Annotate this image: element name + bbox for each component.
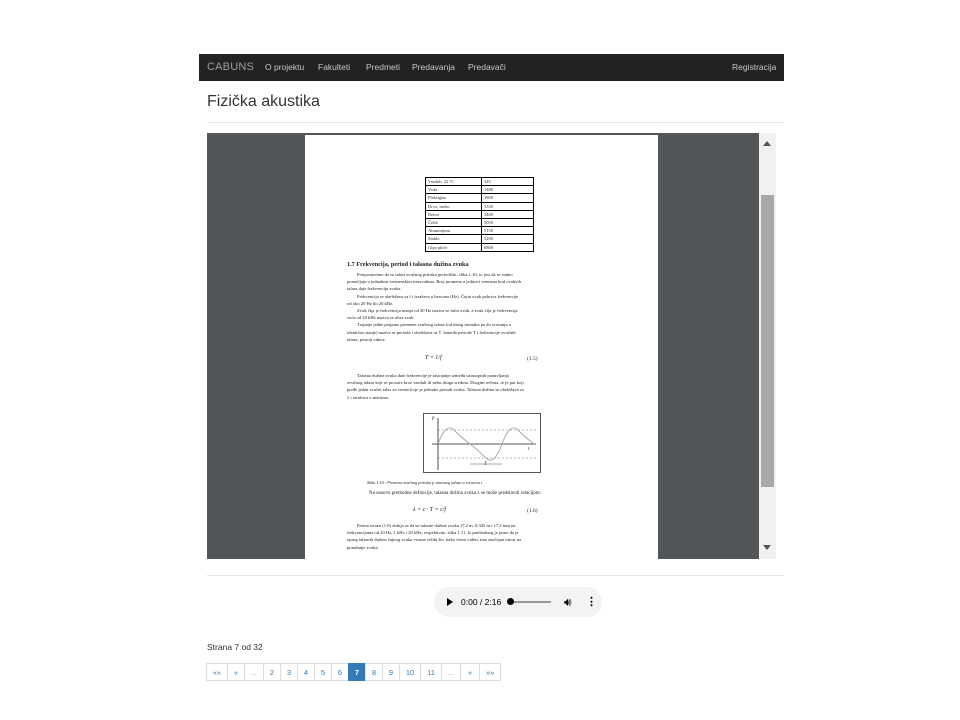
material-row xyxy=(426,178,534,186)
pagination-item[interactable]: 5 xyxy=(314,663,332,681)
paragraph-line: Frekvencija se obeležava sa f i izražava u hercima (Hz). Čujni zvuk pokriva frekvencije xyxy=(357,293,519,299)
material-name-cell: Voda xyxy=(426,186,482,194)
material-table xyxy=(425,177,534,252)
material-row xyxy=(426,227,534,235)
paragraph-line: talasa daje frekvenciju zvuka. xyxy=(347,286,402,292)
paragraph-line: veća od 20 kHz naziva se ultra zvuk. xyxy=(347,315,415,321)
formula-1: T = 1/f xyxy=(425,355,442,361)
material-speed-cell: 5050 xyxy=(482,218,534,226)
paragraph-line: ponašanje zvuka. xyxy=(347,544,379,550)
material-row xyxy=(426,194,534,202)
paragraph-line: Pretpostavimo da su talasi zvučnog pritiska periodični, slika 1.10, to jest da se stalno xyxy=(357,272,513,277)
paragraph-3: Na osnovu prethodne definicije, talasna dužina zvuka λ se može predstaviti relacijom: xyxy=(369,491,542,496)
paragraph-line: Prema izrazu (1.6) dobija se da su talasne dužine zvuka 17,2 m, 0,345 m i 17,2 mm na xyxy=(357,523,516,528)
material-speed-cell: 6800 xyxy=(482,243,534,251)
material-row xyxy=(426,235,534,243)
pagination-item[interactable]: «« xyxy=(206,663,228,681)
material-speed-cell: 3400 xyxy=(482,210,534,218)
pagination-item[interactable]: 4 xyxy=(297,663,315,681)
material-name-cell: Drvo, meko xyxy=(426,202,482,210)
paragraph-line: Zvuk čija je frekvencija manja od 20 Hz naziva se infra zvuk, a zvuk čija je frekvencija xyxy=(357,308,518,313)
paragraph-line: zvučnog talasa koji se prostire kroz vazduh ili neku drugu sredinu. Drugim rečima, to je put koji xyxy=(347,380,524,386)
material-row xyxy=(426,243,534,251)
pagination-item[interactable]: 7 xyxy=(348,663,366,681)
material-row xyxy=(426,210,534,218)
play-icon[interactable] xyxy=(447,598,453,606)
graph-t-label: t xyxy=(528,447,530,452)
material-row xyxy=(426,202,534,210)
paragraph-line: λ i izražava u metrima. xyxy=(347,394,390,400)
paragraph-line: Talasna dužina zvuka date frekvencije je rastojanje između uzastopnih ponavljanja xyxy=(357,373,509,378)
pagination-item[interactable]: « xyxy=(227,663,245,681)
pagination-ellipsis: ... xyxy=(244,663,264,681)
pdf-page xyxy=(305,135,658,559)
material-name-cell: Vazduh, 22 °C xyxy=(426,178,482,186)
pagination-item[interactable]: 8 xyxy=(365,663,383,681)
nav-item-registracija[interactable]: Registracija xyxy=(732,62,777,72)
nav-item-predavaci[interactable]: Predavači xyxy=(468,62,506,72)
pdf-viewer[interactable] xyxy=(207,133,776,559)
nav-item-fakulteti[interactable]: Fakulteti xyxy=(318,62,351,72)
pagination-item[interactable]: 10 xyxy=(399,663,421,681)
pagination-item[interactable]: 2 xyxy=(263,663,281,681)
section-heading: 1.7 Frekvencija, period i talasna dužina zvuka xyxy=(347,261,469,268)
pagination-item[interactable]: 9 xyxy=(382,663,400,681)
formula-2: λ = c · T = c/f xyxy=(413,507,447,513)
material-speed-cell: 3350 xyxy=(482,202,534,210)
audio-progress-track[interactable] xyxy=(509,601,551,603)
navbar xyxy=(199,54,784,81)
nav-item-predavanja[interactable]: Predavanja xyxy=(412,62,456,72)
title-divider xyxy=(207,122,784,123)
material-name-cell: Pleksiglas xyxy=(426,194,482,202)
material-name-cell: Gips ploče xyxy=(426,243,482,251)
pagination-item[interactable]: » xyxy=(460,663,480,681)
sine-wave-svg xyxy=(424,414,542,474)
scroll-down-icon[interactable] xyxy=(763,545,771,550)
material-speed-cell: 1800 xyxy=(482,194,534,202)
page-title: Fizička akustika xyxy=(207,93,320,110)
pagination-item[interactable]: 6 xyxy=(331,663,349,681)
pagination-ellipsis: ... xyxy=(441,663,461,681)
pagination-item[interactable]: 3 xyxy=(280,663,298,681)
scroll-up-icon[interactable] xyxy=(763,141,771,146)
paragraph-line: identično stanje) naziva se perioda i obeležava sa T. Između periode T i frekvencije zvučnih xyxy=(347,329,516,335)
scroll-thumb[interactable] xyxy=(761,195,774,487)
material-name-cell: Čelik xyxy=(426,218,482,226)
material-row xyxy=(426,186,534,194)
volume-icon[interactable]: 🔊︎ xyxy=(564,595,572,609)
material-speed-cell: 5200 xyxy=(482,235,534,243)
viewer-divider xyxy=(207,575,784,576)
pressure-graph xyxy=(423,413,541,473)
graph-period-label: T xyxy=(484,462,487,467)
pagination-item[interactable]: »» xyxy=(479,663,501,681)
material-name-cell: Beton xyxy=(426,210,482,218)
formula-2-number: (1.6) xyxy=(527,508,538,514)
material-speed-cell: 1480 xyxy=(482,186,534,194)
figure-caption: Slika 1.10 - Promena zvučnog pritiska p sinusnog talasa u vremenu t xyxy=(367,480,483,485)
material-speed-cell: 345 xyxy=(482,178,534,186)
formula-1-number: (1.5) xyxy=(527,356,538,362)
paragraph-line: Trajanje jedne potpune promene zvučnog talasa (od datog trenutka pa do vraćanja u xyxy=(357,322,511,328)
nav-item-predmeti[interactable]: Predmeti xyxy=(366,62,401,72)
material-name-cell: Aluminijum xyxy=(426,227,482,235)
pagination-item[interactable]: 11 xyxy=(420,663,442,681)
paragraph-line: frekvencijama od 20 Hz, 1 kHz i 20 kHz, respektivno, slika 1.11. Iz prethodnog je jasno da je xyxy=(347,530,519,536)
audio-time: 0:00 / 2:16 xyxy=(461,597,502,607)
paragraph-line: pređe jedan zvučni talas za vreme koje je jednako periodi zvuka. Talasna dužina se obeležava sa xyxy=(347,387,524,393)
audio-progress-knob[interactable] xyxy=(507,598,514,605)
paragraph-line: ponavljaju u jednakim vremenskim intervalima. Broj promena u jedinici vremena kod ovakvih xyxy=(347,279,522,285)
material-name-cell: Staklo xyxy=(426,235,482,243)
paragraph-line: opseg talasnih dužina čujnog zvuka veoma veliki što, kako ćemo videti, ima značajan uticaj na xyxy=(347,537,521,543)
pagination xyxy=(207,663,501,681)
page-info: Strana 7 od 32 xyxy=(207,642,263,652)
paragraph-line: od oko 20 Hz do 20 kHz. xyxy=(347,300,394,306)
material-row xyxy=(426,218,534,226)
audio-player[interactable] xyxy=(434,587,602,617)
more-options-icon[interactable]: ⋮ xyxy=(586,596,597,608)
nav-item-o-projektu[interactable]: O projektu xyxy=(265,62,305,72)
pdf-scrollbar[interactable] xyxy=(759,133,776,559)
material-speed-cell: 5150 xyxy=(482,227,534,235)
brand-logo[interactable]: CABUNS xyxy=(207,61,255,73)
paragraph-line: talasa, postoji odnos: xyxy=(347,336,386,342)
graph-p-label: p xyxy=(432,416,435,421)
